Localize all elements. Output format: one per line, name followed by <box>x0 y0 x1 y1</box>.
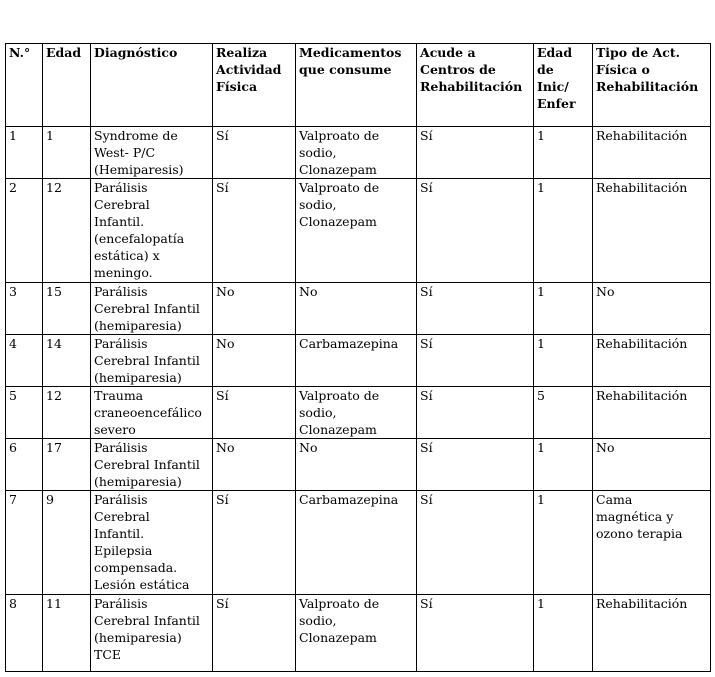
cell-number: 2 <box>6 179 43 283</box>
cell-number: 1 <box>6 127 43 179</box>
cell-activity-type: Cama magnética y ozono terapia <box>593 491 711 595</box>
cell-physical-activity: Sí <box>213 491 296 595</box>
cell-onset-age: 5 <box>534 387 593 439</box>
cell-medications: No <box>296 283 417 335</box>
cell-onset-age: 1 <box>534 595 593 672</box>
cell-diagnosis: Parálisis Cerebral Infantil (hemiparesia) <box>91 283 213 335</box>
cell-age: 15 <box>43 283 91 335</box>
header-number: N.° <box>6 44 43 127</box>
cell-age: 1 <box>43 127 91 179</box>
cell-number: 5 <box>6 387 43 439</box>
cell-activity-type: Rehabilitación <box>593 387 711 439</box>
cell-physical-activity: Sí <box>213 595 296 672</box>
table-row <box>6 335 711 387</box>
cell-medications: Valproato de sodio, Clonazepam <box>296 127 417 179</box>
cell-activity-type: Rehabilitación <box>593 179 711 283</box>
cell-number: 8 <box>6 595 43 672</box>
cell-diagnosis: Parálisis Cerebral Infantil (hemiparesia) TCE <box>91 595 213 672</box>
cell-age: 12 <box>43 179 91 283</box>
table-row <box>6 491 711 595</box>
cell-activity-type: Rehabilitación <box>593 127 711 179</box>
header-medications: Medicamentos que consume <box>296 44 417 127</box>
cell-medications: Valproato de sodio, Clonazepam <box>296 595 417 672</box>
cell-age: 17 <box>43 439 91 491</box>
table-row <box>6 439 711 491</box>
cell-onset-age: 1 <box>534 283 593 335</box>
cell-rehab-centers: Sí <box>417 491 534 595</box>
cell-activity-type: No <box>593 439 711 491</box>
cell-medications: Valproato de sodio, Clonazepam <box>296 179 417 283</box>
table-row <box>6 127 711 179</box>
cell-number: 6 <box>6 439 43 491</box>
cell-medications: No <box>296 439 417 491</box>
cell-physical-activity: Sí <box>213 127 296 179</box>
cell-number: 7 <box>6 491 43 595</box>
cell-diagnosis: Trauma craneoencefálico severo <box>91 387 213 439</box>
cell-onset-age: 1 <box>534 179 593 283</box>
cell-physical-activity: No <box>213 335 296 387</box>
cell-activity-type: No <box>593 283 711 335</box>
cell-onset-age: 1 <box>534 127 593 179</box>
cell-onset-age: 1 <box>534 335 593 387</box>
cell-activity-type: Rehabilitación <box>593 595 711 672</box>
cell-rehab-centers: Sí <box>417 179 534 283</box>
header-rehab-centers: Acude a Centros de Rehabilitación <box>417 44 534 127</box>
cell-onset-age: 1 <box>534 439 593 491</box>
cell-activity-type: Rehabilitación <box>593 335 711 387</box>
cell-onset-age: 1 <box>534 491 593 595</box>
cell-rehab-centers: Sí <box>417 387 534 439</box>
cell-number: 3 <box>6 283 43 335</box>
cell-physical-activity: No <box>213 283 296 335</box>
cell-rehab-centers: Sí <box>417 335 534 387</box>
header-row <box>6 44 711 127</box>
table-row <box>6 387 711 439</box>
cell-age: 9 <box>43 491 91 595</box>
header-activity-type: Tipo de Act. Física o Rehabilitación <box>593 44 711 127</box>
cell-age: 14 <box>43 335 91 387</box>
cell-age: 11 <box>43 595 91 672</box>
cell-age: 12 <box>43 387 91 439</box>
header-age: Edad <box>43 44 91 127</box>
table-row <box>6 595 711 672</box>
cell-rehab-centers: Sí <box>417 595 534 672</box>
header-diagnosis: Diagnóstico <box>91 44 213 127</box>
cell-diagnosis: Parálisis Cerebral Infantil. (encefalopatía estática) x meningo. <box>91 179 213 283</box>
cell-diagnosis: Syndrome de West- P/C (Hemiparesis) <box>91 127 213 179</box>
cell-rehab-centers: Sí <box>417 127 534 179</box>
header-physical-activity: Realiza Actividad Física <box>213 44 296 127</box>
patient-table <box>5 43 711 672</box>
cell-diagnosis: Parálisis Cerebral Infantil (hemiparesia) <box>91 439 213 491</box>
cell-number: 4 <box>6 335 43 387</box>
cell-medications: Valproato de sodio, Clonazepam <box>296 387 417 439</box>
cell-rehab-centers: Sí <box>417 283 534 335</box>
cell-physical-activity: Sí <box>213 179 296 283</box>
cell-physical-activity: No <box>213 439 296 491</box>
header-onset-age: Edad de Inic/ Enfer <box>534 44 593 127</box>
table-row <box>6 283 711 335</box>
cell-medications: Carbamazepina <box>296 335 417 387</box>
cell-rehab-centers: Sí <box>417 439 534 491</box>
cell-diagnosis: Parálisis Cerebral Infantil. Epilepsia compensada. Lesión estática <box>91 491 213 595</box>
cell-physical-activity: Sí <box>213 387 296 439</box>
cell-medications: Carbamazepina <box>296 491 417 595</box>
cell-diagnosis: Parálisis Cerebral Infantil (hemiparesia) <box>91 335 213 387</box>
table-row <box>6 179 711 283</box>
